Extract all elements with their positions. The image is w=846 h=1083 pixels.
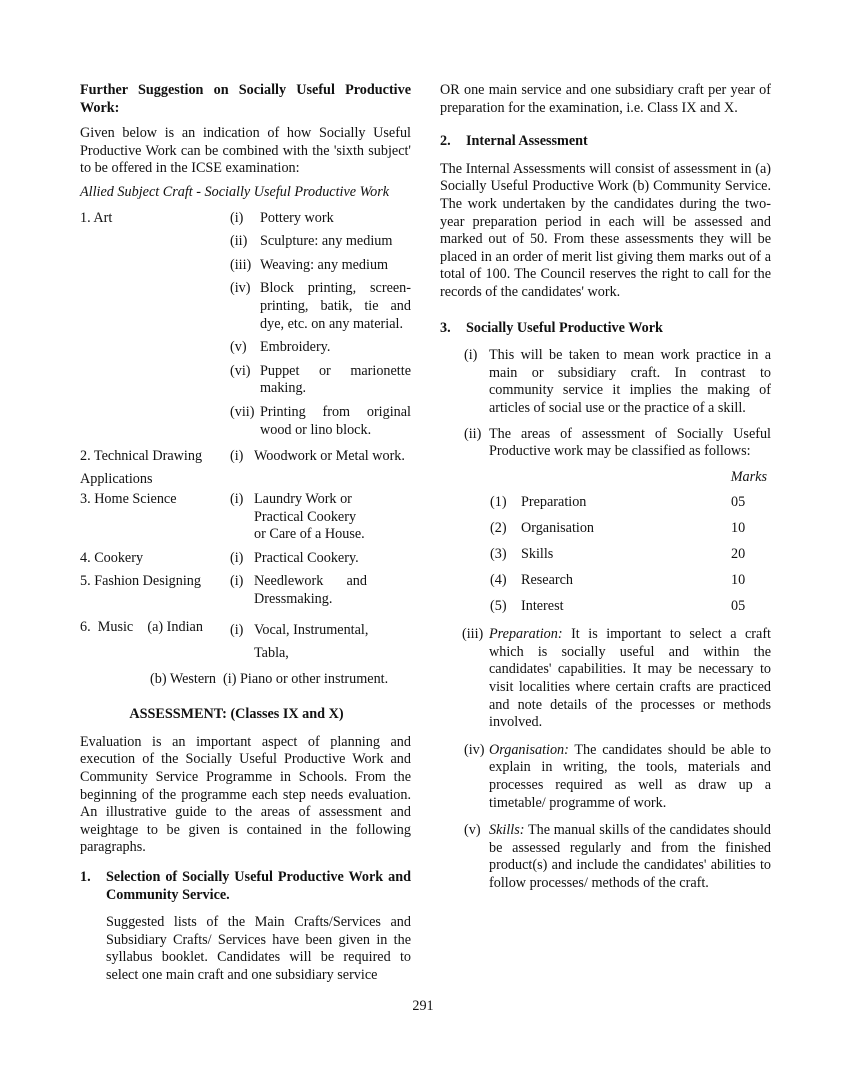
craft-list: [230, 550, 411, 568]
craft-item: (iv) Block printing, screen-printing, batik, tie and dye, etc. on any material.: [230, 280, 411, 332]
section-3-title: Socially Useful Productive Work: [466, 319, 663, 336]
marks-row: (3) Skills 20: [490, 546, 746, 563]
continuation-paragraph: OR one main service and one subsidiary craft per year of preparation for the examination, i.e. Class IX and X.: [440, 82, 771, 116]
craft-item: (vi) Puppet or marionette making.: [230, 362, 411, 397]
page-number: 291: [412, 998, 434, 1014]
item-iii: (iii) Preparation: It is important to select a craft which is socially useful and within the candidates' capabilities. It may be necessary to visit localities where certain crafts are practiced and note details of the processes or methods involved.: [462, 626, 771, 731]
craft-list: [230, 619, 411, 665]
item-iv: (iv) Organisation: The candidates should be able to explain in writing, the tools, materials and processes required as well as draw up a timetable/ programme of work.: [464, 741, 772, 811]
subject-cookery: [80, 550, 411, 568]
craft-item: (ii) Sculpture: any medium: [230, 233, 393, 250]
subject-name: 2. Technical Drawing Applications: [80, 448, 203, 488]
subject-art: [80, 210, 411, 440]
item-v: (v) Skills: The manual skills of the candidates should be assessed regularly and from the finished product(s) and include the candidates' abilities to follow processes/ methods of the craft.: [464, 822, 771, 891]
subject-fashion-designing: [80, 573, 411, 608]
craft-item: (vii) Printing from original wood or lino block.: [230, 403, 411, 438]
suggestion-heading: Further Suggestion on Socially Useful Productive Work:: [80, 82, 411, 116]
craft-item: (i) Practical Cookery.: [230, 549, 359, 566]
music-western: (b) Western (i) Piano or other instrument.: [150, 670, 389, 687]
item-v-text: The manual skills of the candidates should be assessed regularly and from the finished product(s) and include the candidates' abilities to follow processes/ methods of the craft.: [489, 822, 771, 891]
craft-list: [230, 210, 411, 440]
marks-row: (5) Interest 05: [490, 598, 746, 615]
marks-row: (4) Research 10: [490, 572, 746, 589]
item-v-term: Skills:: [489, 822, 525, 839]
craft-item: (i) Laundry Work or Practical Cookery or Care of a House.: [230, 491, 365, 543]
craft-list: [230, 573, 411, 608]
right-column: [440, 82, 771, 893]
craft-item: (i) Pottery work: [230, 209, 334, 226]
section-2-heading: 2. Internal Assessment: [440, 133, 588, 150]
subject-name: 6. Music (a) Indian: [80, 618, 203, 635]
craft-item: (i) Vocal, Instrumental, Tabla,: [230, 621, 369, 661]
section-3-heading: 3. Socially Useful Productive Work: [440, 319, 663, 336]
item-iv-term: Organisation:: [489, 741, 569, 758]
marks-table: [440, 490, 771, 620]
allied-caption: Allied Subject Craft - Socially Useful Productive Work: [80, 183, 390, 200]
item-iv-text: The candidates should be able to explain in writing, the tools, materials and processes required as well as draw up a timetable/ programme of work.: [489, 741, 772, 811]
craft-list: [230, 445, 411, 491]
left-column: [80, 82, 411, 985]
subject-home-science: [80, 491, 411, 544]
assessment-paragraph: Evaluation is an important aspect of planning and execution of the Socially Useful Productive Work and Community Service Programme in Schools. From the beginning of the programme each step needs evaluation. An illustrative guide to the areas of assessment and weightage to be given is contained in the following paragraphs.: [80, 733, 411, 856]
marks-heading: Marks: [730, 468, 767, 485]
marks-row: (1) Preparation 05: [490, 494, 746, 511]
section-2-paragraph: The Internal Assessments will consist of assessment in (a) Socially Useful Productive Work (b) Community Service. The work undertaken by the candidates during the two-year preparation period in each will be assessed and marked out of 50. From these assessments they will be placed in an order of merit list giving them marks out of a total of 100. The Council reserves the right to call for the records of the candidates' work.: [440, 160, 771, 300]
item-ii: (ii) The areas of assessment of Socially Useful Productive work may be classified as follows:: [464, 425, 771, 460]
subject-name: 5. Fashion Designing: [80, 573, 201, 590]
marks-row: (2) Organisation 10: [490, 520, 746, 537]
subject-technical-drawing: [80, 445, 411, 491]
craft-item: (i) Woodwork or Metal work.: [230, 448, 405, 465]
section-2-title: Internal Assessment: [466, 133, 588, 150]
section-1-title: Selection of Socially Useful Productive Work and Community Service.: [106, 869, 411, 903]
item-i: (i) This will be taken to mean work practice in a main or subsidiary craft. In contrast to community service it implies the making of articles of social use or the practice of a skill.: [464, 347, 771, 416]
item-iii-text: It is important to select a craft which is socially useful and within the candidates' capabilities. It may be necessary to visit localities where certain crafts are practiced and note details of the processes or methods involved.: [489, 626, 771, 731]
craft-item: (v) Embroidery.: [230, 339, 331, 356]
subject-name: 4. Cookery: [80, 549, 144, 566]
subject-music: [80, 619, 411, 665]
section-1-paragraph: Suggested lists of the Main Crafts/Services and Subsidiary Crafts/ Services have been given in the syllabus booklet. Candidates will be required to select one main craft and one subsidiary service: [106, 914, 411, 983]
assessment-heading: ASSESSMENT: (Classes IX and X): [129, 706, 344, 723]
item-iii-term: Preparation:: [489, 626, 563, 643]
craft-item: (iii) Weaving: any medium: [230, 256, 389, 273]
intro-paragraph: Given below is an indication of how Socially Useful Productive Work can be combined with the 'sixth subject' to be offered in the ICSE examination:: [80, 125, 411, 177]
subject-name: 1. Art: [80, 209, 113, 226]
craft-list: [230, 491, 411, 544]
section-1-heading: 1. Selection of Socially Useful Productive Work and Community Service.: [80, 869, 411, 903]
craft-item: (i) Needlework and Dressmaking.: [230, 573, 367, 608]
subject-name: 3. Home Science: [80, 491, 177, 508]
